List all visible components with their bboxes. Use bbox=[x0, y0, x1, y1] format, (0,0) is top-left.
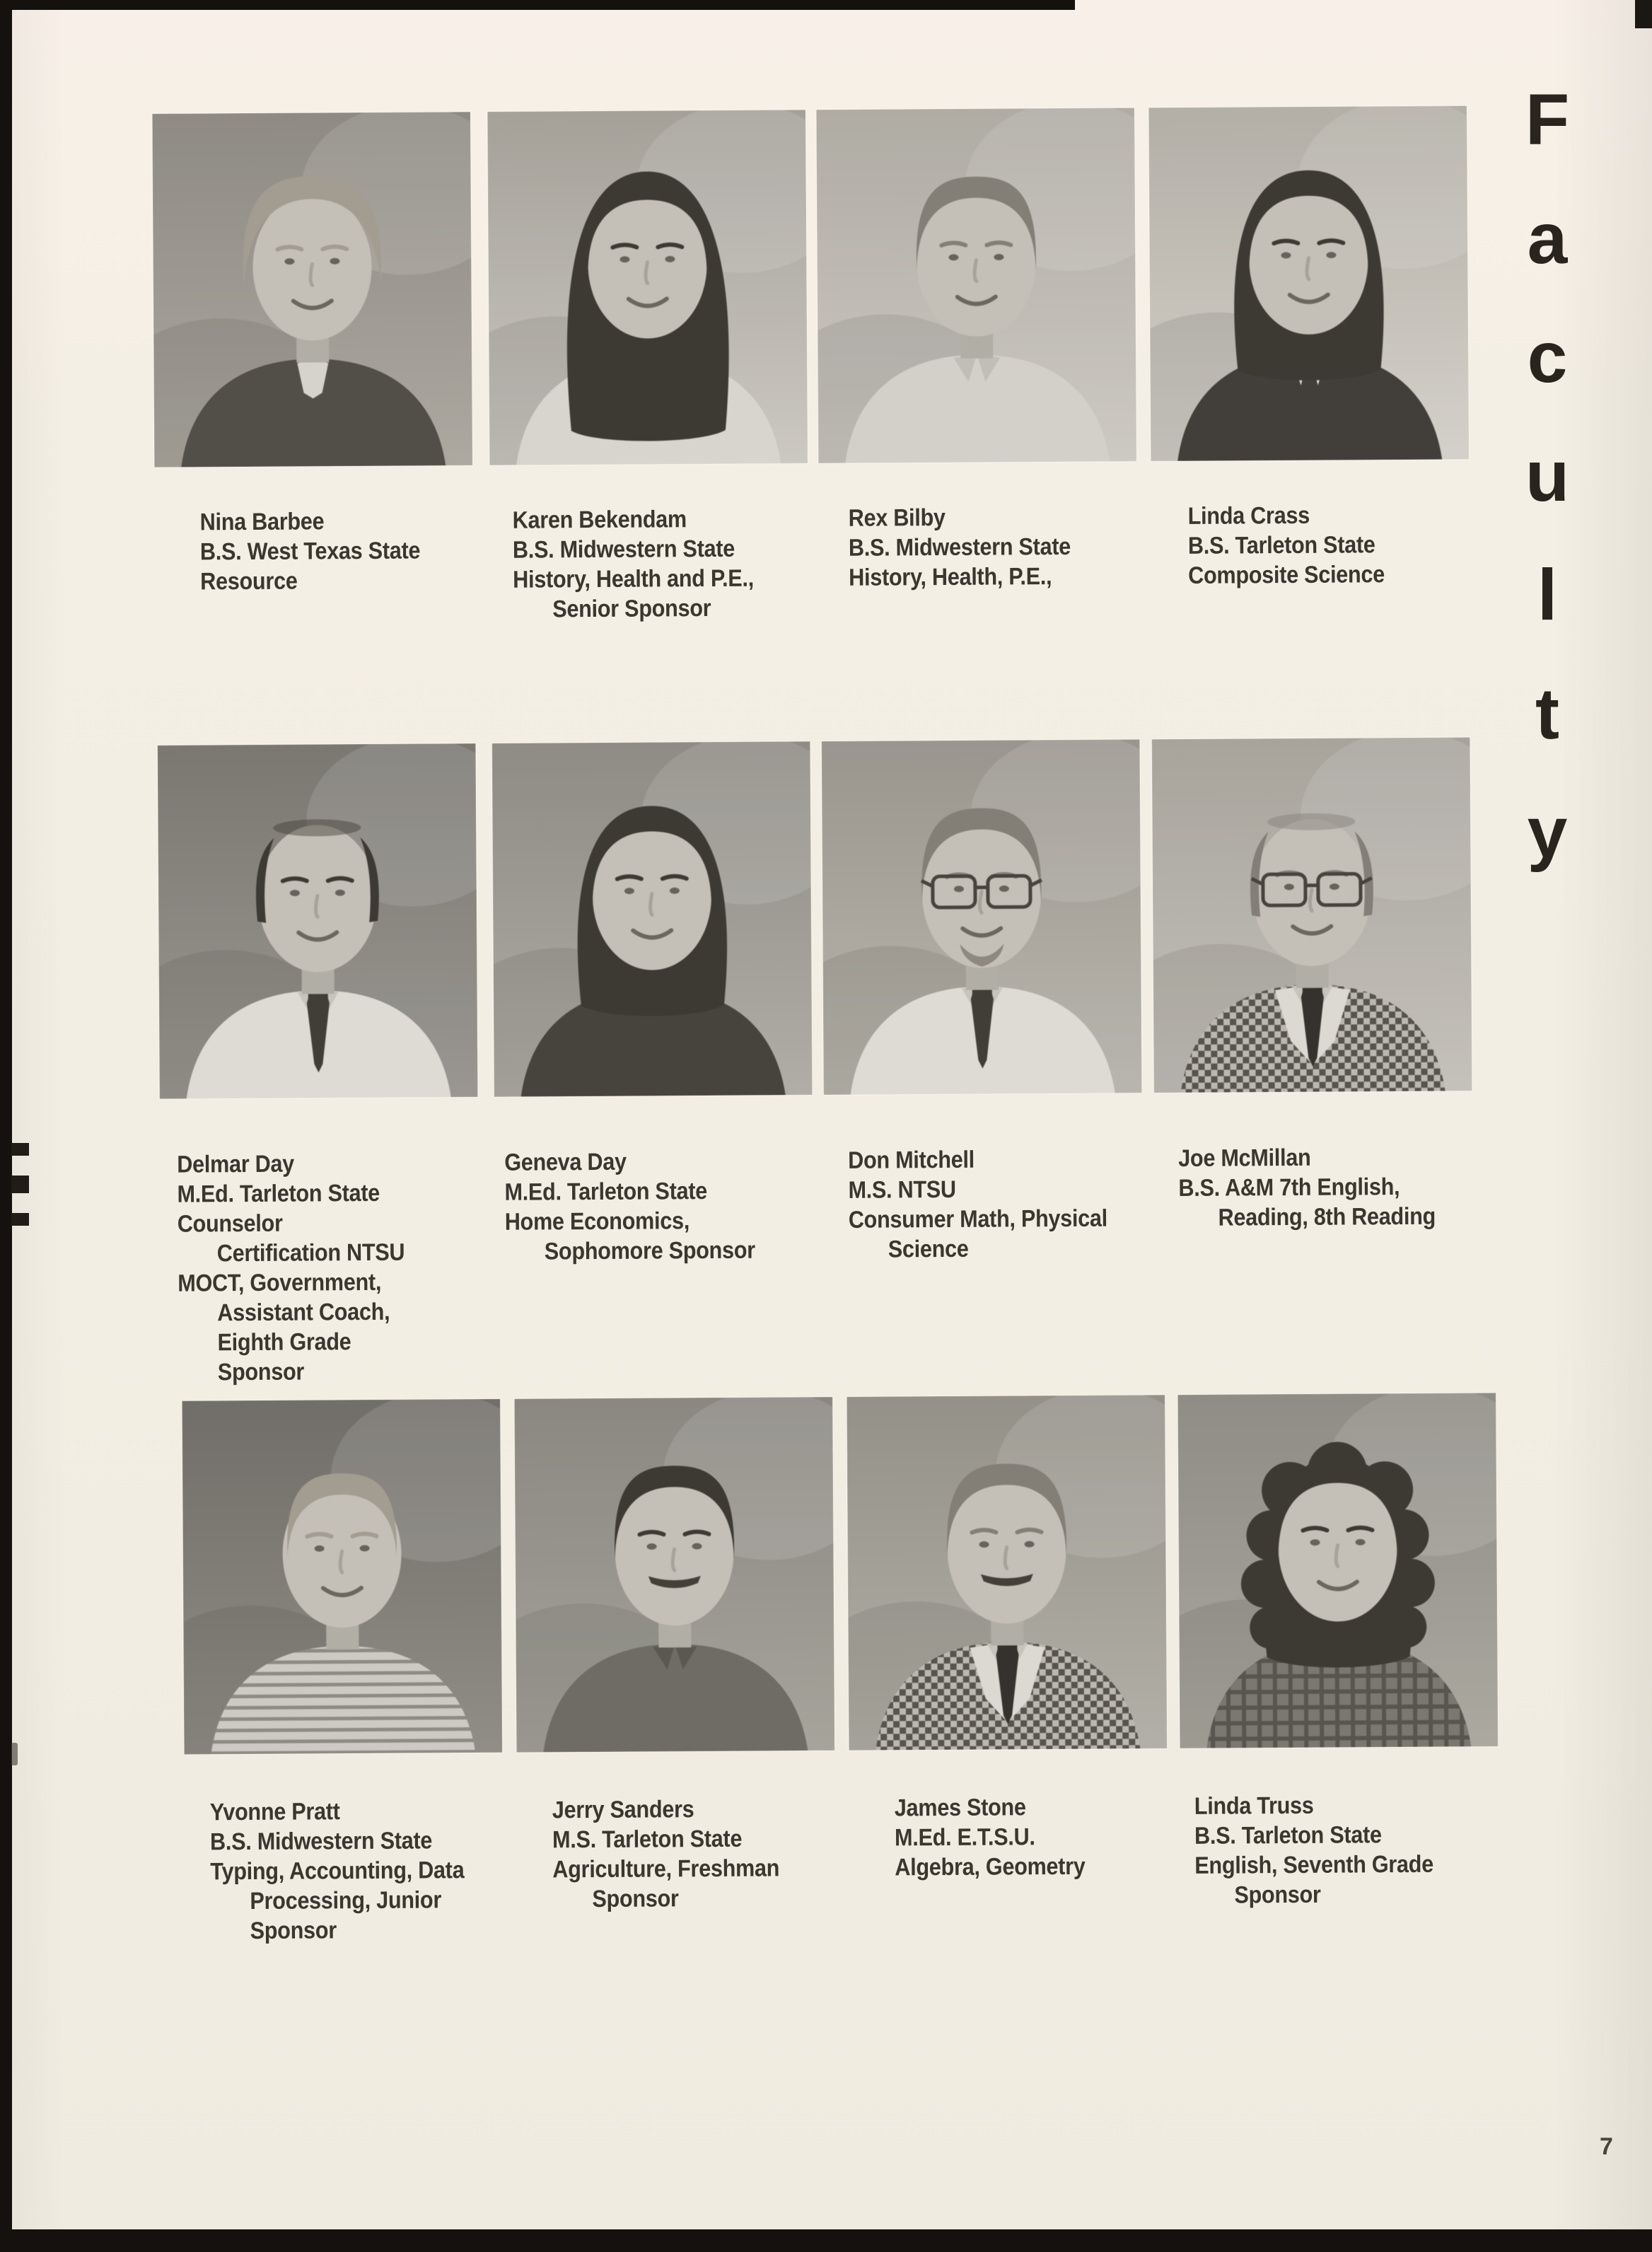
faculty-portrait-photo bbox=[1148, 105, 1469, 461]
faculty-portrait-photo bbox=[822, 739, 1142, 1095]
faculty-credential-line: Consumer Math, Physical bbox=[848, 1205, 1108, 1234]
faculty-portrait-photo bbox=[158, 743, 478, 1099]
page-title-letter: F bbox=[1525, 79, 1570, 160]
faculty-caption bbox=[504, 1147, 755, 1267]
faculty-credential-line: Typing, Accounting, Data bbox=[210, 1857, 465, 1886]
faculty-portrait-photo bbox=[847, 1395, 1167, 1751]
faculty-name: Linda Crass bbox=[1187, 501, 1310, 530]
faculty-name: Jerry Sanders bbox=[552, 1796, 694, 1824]
faculty-name: Nina Barbee bbox=[199, 508, 325, 536]
faculty-caption bbox=[848, 1144, 1107, 1265]
faculty-credential-line: English, Seventh Grade bbox=[1194, 1850, 1434, 1879]
faculty-credential-line: Counselor bbox=[177, 1209, 283, 1238]
faculty-caption bbox=[513, 504, 755, 625]
faculty-credential-line: History, Health, P.E., bbox=[849, 563, 1052, 591]
faculty-name: Joe McMillan bbox=[1178, 1144, 1311, 1172]
faculty-caption bbox=[1188, 500, 1385, 591]
faculty-caption bbox=[177, 1149, 405, 1388]
faculty-name: Geneva Day bbox=[504, 1148, 627, 1176]
faculty-credential-line: MOCT, Government, bbox=[178, 1268, 382, 1297]
faculty-portrait-photo bbox=[182, 1399, 502, 1755]
page-title-letter: t bbox=[1535, 673, 1559, 754]
faculty-portrait-photo bbox=[152, 112, 472, 468]
faculty-caption bbox=[1194, 1790, 1434, 1910]
faculty-credential-line: Resource bbox=[200, 567, 298, 596]
faculty-name: Don Mitchell bbox=[848, 1146, 975, 1174]
faculty-credential-line: B.S. West Texas State bbox=[199, 537, 421, 566]
faculty-credential-line: Reading, 8th Reading bbox=[1218, 1202, 1436, 1231]
page-number: 7 bbox=[1600, 2133, 1613, 2160]
faculty-credential-line: Agriculture, Freshman bbox=[552, 1855, 780, 1884]
faculty-credential-line: M.Ed. Tarleton State bbox=[177, 1179, 380, 1208]
faculty-credential-line: Algebra, Geometry bbox=[895, 1852, 1086, 1881]
faculty-portrait-photo bbox=[1177, 1393, 1498, 1748]
faculty-name: Yvonne Pratt bbox=[209, 1798, 340, 1826]
faculty-credential-line: Assistant Coach, bbox=[217, 1298, 390, 1327]
faculty-caption bbox=[1178, 1142, 1436, 1233]
faculty-credential-line: B.S. Midwestern State bbox=[209, 1827, 433, 1856]
faculty-credential-line: Processing, Junior bbox=[250, 1886, 442, 1915]
page-title-letter: u bbox=[1525, 436, 1570, 516]
faculty-credential-line: B.S. Tarleton State bbox=[1187, 531, 1375, 559]
faculty-caption bbox=[552, 1794, 780, 1914]
faculty-name: Rex Bilby bbox=[848, 504, 946, 532]
faculty-portrait-photo bbox=[514, 1397, 834, 1753]
faculty-caption bbox=[210, 1796, 465, 1946]
page-title-letter: y bbox=[1527, 792, 1568, 873]
faculty-credential-line: Composite Science bbox=[1188, 561, 1385, 589]
faculty-credential-line: M.S. Tarleton State bbox=[552, 1825, 743, 1854]
faculty-caption bbox=[200, 506, 421, 596]
faculty-credential-line: B.S. Midwestern State bbox=[512, 535, 735, 564]
faculty-credential-line: History, Health and P.E., bbox=[513, 564, 755, 593]
faculty-credential-line: Sponsor bbox=[250, 1917, 337, 1945]
page-title-letter: c bbox=[1527, 317, 1568, 397]
faculty-credential-line: M.S. NTSU bbox=[848, 1176, 956, 1204]
faculty-credential-line: Sophomore Sponsor bbox=[544, 1236, 755, 1265]
faculty-caption bbox=[895, 1792, 1086, 1883]
faculty-credential-line: Sponsor bbox=[217, 1358, 305, 1386]
faculty-credential-line: B.S. Midwestern State bbox=[848, 533, 1071, 562]
faculty-credential-line: Home Economics, bbox=[504, 1207, 690, 1236]
faculty-portrait-photo bbox=[816, 108, 1136, 463]
faculty-portrait-photo bbox=[492, 741, 813, 1097]
faculty-credential-line: Senior Sponsor bbox=[552, 594, 711, 623]
faculty-name: James Stone bbox=[894, 1794, 1026, 1822]
faculty-credential-line: Sponsor bbox=[1234, 1881, 1321, 1909]
faculty-caption bbox=[849, 502, 1071, 593]
faculty-portrait-photo bbox=[1152, 737, 1472, 1093]
faculty-name: Delmar Day bbox=[177, 1150, 295, 1178]
faculty-credential-line: Science bbox=[888, 1235, 969, 1263]
page-title-letter: a bbox=[1527, 198, 1568, 279]
faculty-portrait-photo bbox=[487, 110, 808, 465]
faculty-name: Linda Truss bbox=[1194, 1792, 1314, 1820]
faculty-credential-line: Certification NTSU bbox=[216, 1238, 405, 1267]
faculty-credential-line: Eighth Grade bbox=[217, 1328, 351, 1357]
faculty-credential-line: Sponsor bbox=[592, 1885, 679, 1913]
faculty-credential-line: B.S. Tarleton State bbox=[1194, 1821, 1382, 1850]
page-title-letter: l bbox=[1537, 555, 1558, 635]
faculty-credential-line: M.Ed. Tarleton State bbox=[504, 1178, 708, 1206]
faculty-name: Karen Bekendam bbox=[512, 506, 687, 534]
faculty-credential-line: M.Ed. E.T.S.U. bbox=[894, 1823, 1035, 1852]
faculty-credential-line: B.S. A&M 7th English, bbox=[1178, 1173, 1400, 1202]
